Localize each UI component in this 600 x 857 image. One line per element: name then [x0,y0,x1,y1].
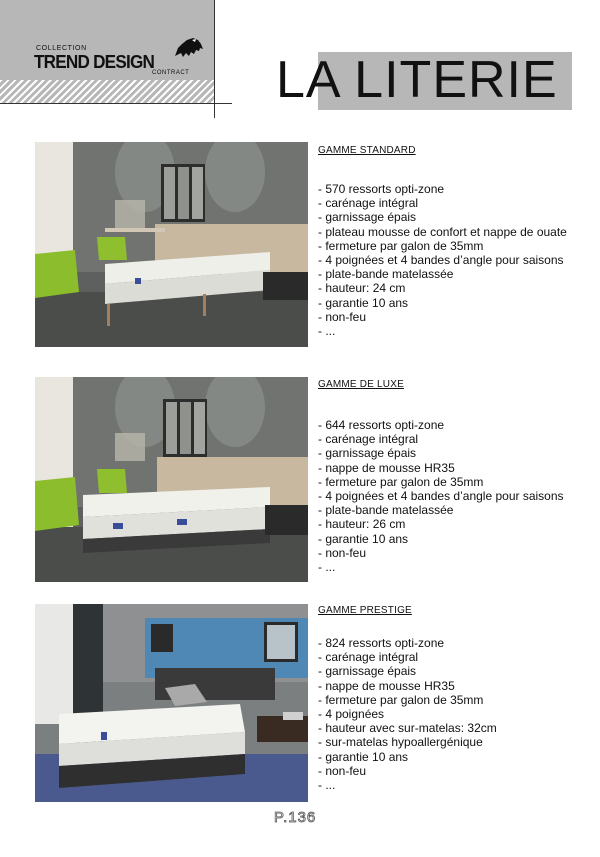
product-photo-standard [35,142,308,347]
list-item: - sur-matelas hypoallergénique [318,735,483,750]
list-item: - garnissage épais [318,210,417,225]
list-item: - plate-bande matelassée [318,267,454,282]
list-item: - hauteur: 26 cm [318,517,406,532]
list-item: - garantie 10 ans [318,531,409,546]
list-item: - fermeture par galon de 35mm [318,238,484,253]
logo-collection-text: COLLECTION [36,45,87,52]
feature-list-prestige [318,636,497,792]
logo-contract-text: CONTRACT [152,70,190,76]
list-item: - carénage intégral [318,432,419,447]
list-item: - 644 ressorts opti-zone [318,418,445,432]
list-item: - plateau mousse de confort et nappe de ouate [318,224,567,239]
feature-list-standard [318,182,567,338]
product-photo-luxe [35,377,308,582]
list-item: - carénage intégral [318,196,419,211]
list-item: - 570 ressorts opti-zone [318,182,445,196]
list-item: - fermeture par galon de 35mm [318,474,484,489]
list-item: - ... [318,560,336,575]
list-item: - hauteur: 24 cm [318,281,406,296]
product-photo-prestige [35,604,308,802]
header-stripes [0,80,215,104]
range-title-standard: GAMME STANDARD [318,145,416,156]
list-item: - garantie 10 ans [318,749,409,764]
list-item: - 4 poignées et 4 bandes d’angle pour saisons [318,253,564,268]
list-item: - nappe de mousse HR35 [318,460,455,475]
list-item: - plate-bande matelassée [318,503,454,518]
list-item: - 824 ressorts opti-zone [318,636,445,650]
range-title-luxe: GAMME DE LUXE [318,379,404,390]
list-item: - garnissage épais [318,446,417,461]
list-item: - fermeture par galon de 35mm [318,692,484,707]
range-title-prestige: GAMME PRESTIGE [318,605,412,616]
list-item: - carénage intégral [318,650,419,665]
feature-list-luxe [318,418,564,574]
brand-logo [34,36,209,80]
header-divider-vertical [214,0,215,118]
list-item: - garnissage épais [318,664,417,679]
page-number: P.136 [274,809,317,826]
list-item: - ... [318,778,336,793]
page-title: LA LITERIE [276,51,558,109]
list-item: - 4 poignées [318,707,385,722]
logo-brand-text: TREND DESIGN [34,52,155,72]
list-item: - non-feu [318,763,367,778]
list-item: - garantie 10 ans [318,295,409,310]
header-divider-horizontal [0,103,232,104]
lion-logo-icon [172,36,206,60]
list-item: - ... [318,324,336,339]
list-item: - nappe de mousse HR35 [318,678,455,693]
list-item: - non-feu [318,545,367,560]
list-item: - 4 poignées et 4 bandes d’angle pour saisons [318,489,564,504]
list-item: - hauteur avec sur-matelas: 32cm [318,721,497,736]
list-item: - non-feu [318,309,367,324]
